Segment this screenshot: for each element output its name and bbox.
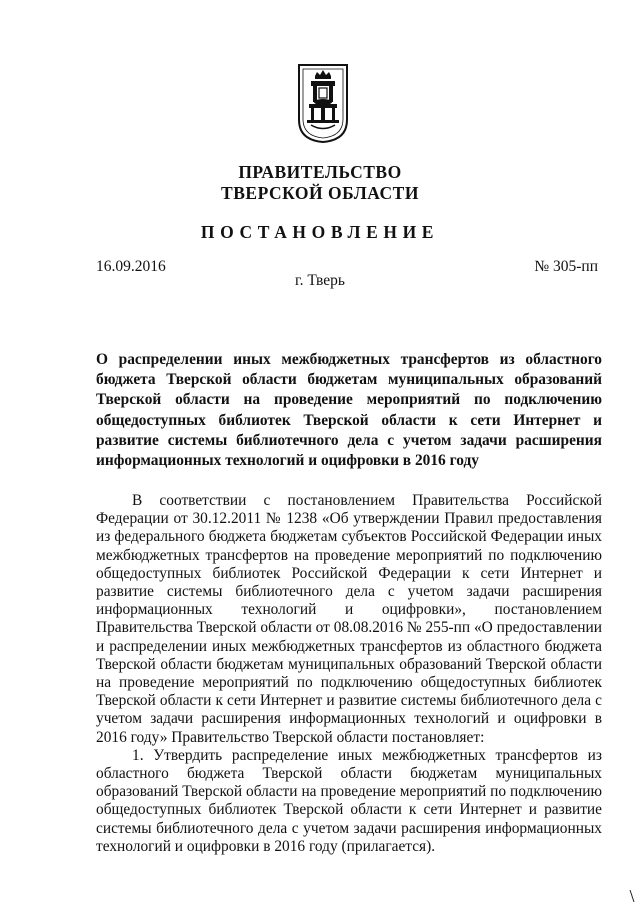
document-date: 16.09.2016 [96, 258, 166, 275]
item-1-paragraph: 1. Утвердить распределение иных межбюджетных трансфертов из областного бюджета Тверской области бюджетам муниципальных образований Тверской области на проведение мероприятий по подключению общедоступных библиотек Тверской области к сети Интернет и развитие системы библиотечного дела с учетом задачи расширения информационных технологий и оцифровки в 2016 году (прилагается). [96, 746, 602, 855]
government-name-line1: ПРАВИТЕЛЬСТВО [238, 162, 402, 182]
preamble-paragraph: В соответствии с постановлением Правительства Российской Федерации от 30.12.2011 № 1238 «Об утверждении Правил предоставления из федерального бюджета бюджетам субъектов Российской Федерации иных межбюджетных трансфертов на проведение мероприятий по подключению общедоступных библиотек Российской Федерации к сети Интернет и развитие системы библиотечного дела с учетом задачи расширения информационных технологий и оцифровки», постановлением Правительства Тверской области от 08.08.2016 № 255-пп «О предоставлении и распределении иных межбюджетных трансфертов из областного бюджета Тверской области бюджетам муниципальных образований Тверской области на проведение мероприятий по подключению общедоступных библиотек Тверской области к сети Интернет и развитие системы библиотечного дела с учетом задачи расширения информационных технологий и оцифровки в 2016 году» Правительство Тверской области постановляет: [96, 492, 602, 746]
government-name-line2: ТВЕРСКОЙ ОБЛАСТИ [221, 183, 419, 203]
document-subject: О распределении иных межбюджетных трансфертов из областного бюджета Тверской области бюджетам муниципальных образований Тверской области на проведение мероприятий по подключению общедоступных библиотек Тверской области к сети Интернет и развитие системы библиотечного дела с учетом задачи расширения информационных технологий и оцифровки в 2016 году [96, 351, 602, 470]
document-city: г. Тверь [295, 272, 345, 289]
tver-coat-of-arms-icon [296, 62, 350, 144]
document-type-title: ПОСТАНОВЛЕНИЕ [200, 222, 440, 242]
document-body [96, 492, 602, 856]
page-edge-mark [628, 890, 636, 902]
document-number: № 305-пп [534, 258, 598, 275]
